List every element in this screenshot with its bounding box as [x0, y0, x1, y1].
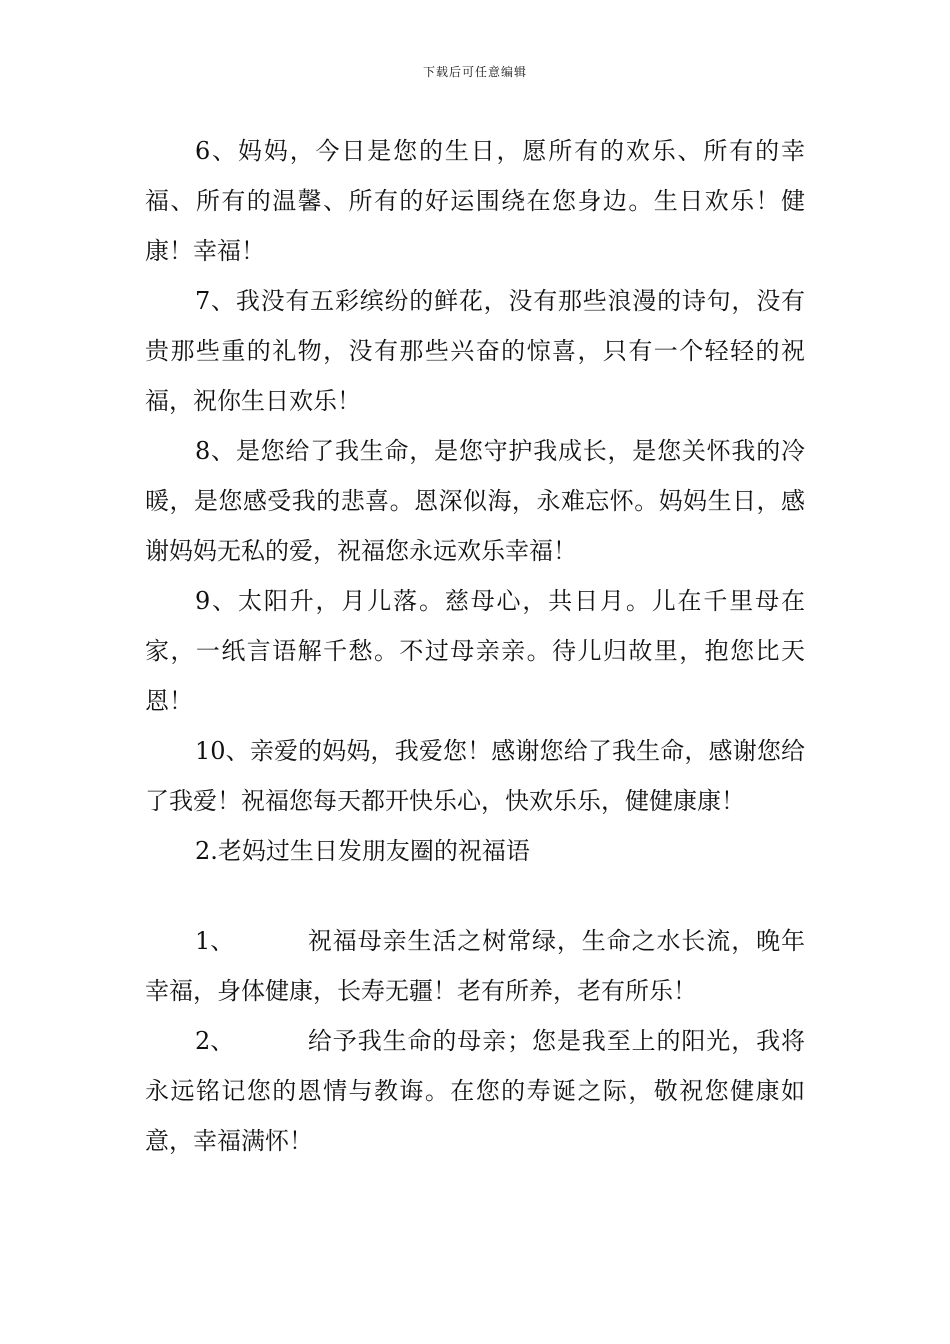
blessing-paragraph-9: 9、太阳升，月儿落。慈母心，共日月。儿在千里母在家，一纸言语解千愁。不过母亲亲。待儿归故里，抱您比天恩！: [145, 587, 805, 715]
section-2-heading: 2.老妈过生日发朋友圈的祝福语: [195, 837, 530, 865]
section-2-item-2: [145, 1016, 805, 1166]
section-spacer: [145, 876, 805, 916]
blessing-paragraph-10: 10、亲爱的妈妈，我爱您！感谢您给了我生命，感谢您给了我爱！祝福您每天都开快乐心，快欢乐乐，健健康康！: [145, 737, 805, 815]
section-2-item-1: [145, 916, 805, 1016]
blessing-paragraph-7: 7、我没有五彩缤纷的鲜花，没有那些浪漫的诗句，没有贵那些重的礼物，没有那些兴奋的惊喜，只有一个轻轻的祝福，祝你生日欢乐！: [145, 287, 805, 415]
blessing-paragraph-8: 8、是您给了我生命，是您守护我成长，是您关怀我的冷暖，是您感受我的悲喜。恩深似海，永难忘怀。妈妈生日，感谢妈妈无私的爱，祝福您永远欢乐幸福！: [145, 437, 805, 565]
item-number: 1、: [195, 927, 235, 955]
document-body: [145, 126, 805, 1166]
page-header-note: 下载后可任意编辑: [422, 65, 527, 79]
blessing-paragraph-6: 6、妈妈，今日是您的生日，愿所有的欢乐、所有的幸福、所有的温馨、所有的好运围绕在您身边。生日欢乐！健康！幸福！: [145, 137, 805, 265]
item-number: 2、: [195, 1027, 235, 1055]
item-text: 祝福母亲生活之树常绿，生命之水长流，晚年幸福，身体健康，长寿无疆！老有所养，老有所乐！: [145, 927, 805, 1005]
item-text: 给予我生命的母亲；您是我至上的阳光，我将永远铭记您的恩情与教诲。在您的寿诞之际，敬祝您健康如意，幸福满怀！: [145, 1027, 805, 1155]
